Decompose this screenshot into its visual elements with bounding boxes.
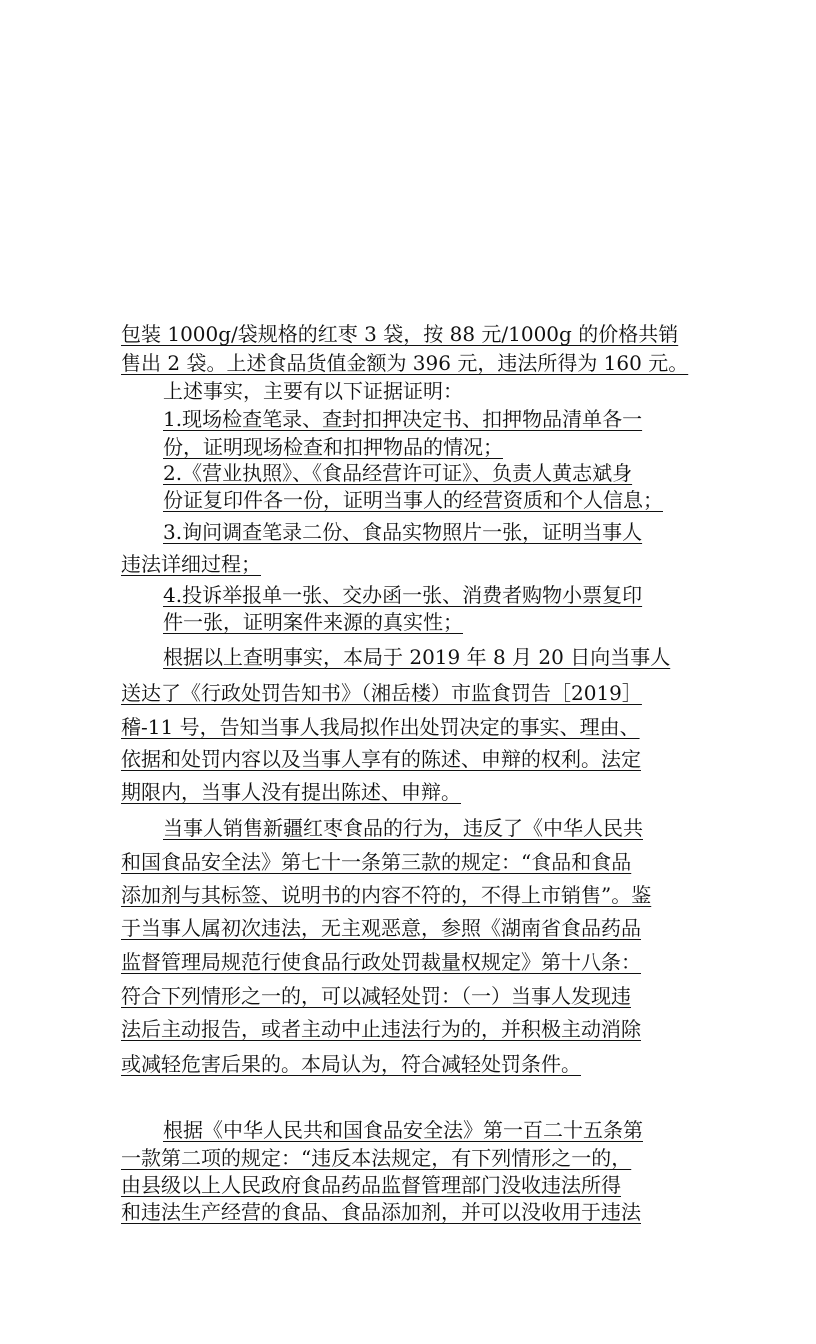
text-line: 监督管理局规范行使食品行政处罚裁量权规定》第十八条： [121, 950, 641, 974]
text-line: 稽-11 号，告知当事人我局拟作出处罚决定的事实、理由、 [121, 715, 640, 739]
text-line: 符合下列情形之一的，可以减轻处罚：（一）当事人发现违 [121, 984, 631, 1008]
text-line: 违法详细过程； [121, 552, 261, 576]
text-line: 3.询问调查笔录二份、食品实物照片一张，证明当事人 [163, 520, 643, 544]
text-line: 件一张，证明案件来源的真实性； [163, 610, 463, 634]
text-line: 4.投诉举报单一张、交办函一张、消费者购物小票复印 [163, 583, 643, 607]
text-line: 送达了《行政处罚告知书》（湘岳楼）市监食罚告［2019］ [121, 681, 642, 705]
text-line: 于当事人属初次违法，无主观恶意，参照《湖南省食品药品 [121, 916, 641, 940]
text-line: 一款第二项的规定：“违反本法规定，有下列情形之一的， [121, 1146, 632, 1170]
text-line: 或减轻危害后果的。本局认为，符合减轻处罚条件。 [121, 1052, 581, 1076]
text-line: 期限内，当事人没有提出陈述、申辩。 [121, 780, 461, 804]
text-line: 根据以上查明事实，本局于 2019 年 8 月 20 日向当事人 [163, 645, 671, 669]
text-line: 和国食品安全法》第七十一条第三款的规定：“食品和食品 [121, 850, 632, 874]
text-line: 依据和处罚内容以及当事人享有的陈述、申辩的权利。法定 [121, 747, 641, 771]
text-line: 1.现场检查笔录、查封扣押决定书、扣押物品清单各一 [163, 407, 643, 431]
text-line: 添加剂与其标签、说明书的内容不符的，不得上市销售”。鉴 [121, 883, 652, 907]
text-line: 由县级以上人民政府食品药品监督管理部门没收违法所得 [121, 1173, 621, 1197]
text-line: 上述事实，主要有以下证据证明： [163, 379, 463, 403]
text-line: 法后主动报告，或者主动中止违法行为的，并积极主动消除 [121, 1017, 641, 1041]
text-line: 2.《营业执照》、《食品经营许可证》、负责人黄志斌身 [163, 461, 633, 485]
text-line: 售出 2 袋。上述食品货值金额为 396 元，违法所得为 160 元。 [121, 351, 689, 375]
text-line: 和违法生产经营的食品、食品添加剂，并可以没收用于违法 [121, 1200, 641, 1224]
text-line: 份证复印件各一份，证明当事人的经营资质和个人信息； [163, 488, 663, 512]
text-line: 包装 1000g/袋规格的红枣 3 袋，按 88 元/1000g 的价格共销 [121, 322, 679, 346]
text-line: 份，证明现场检查和扣押物品的情况； [163, 435, 503, 459]
text-line: 当事人销售新疆红枣食品的行为，违反了《中华人民共 [163, 816, 643, 840]
text-line: 根据《中华人民共和国食品安全法》第一百二十五条第 [163, 1118, 643, 1142]
